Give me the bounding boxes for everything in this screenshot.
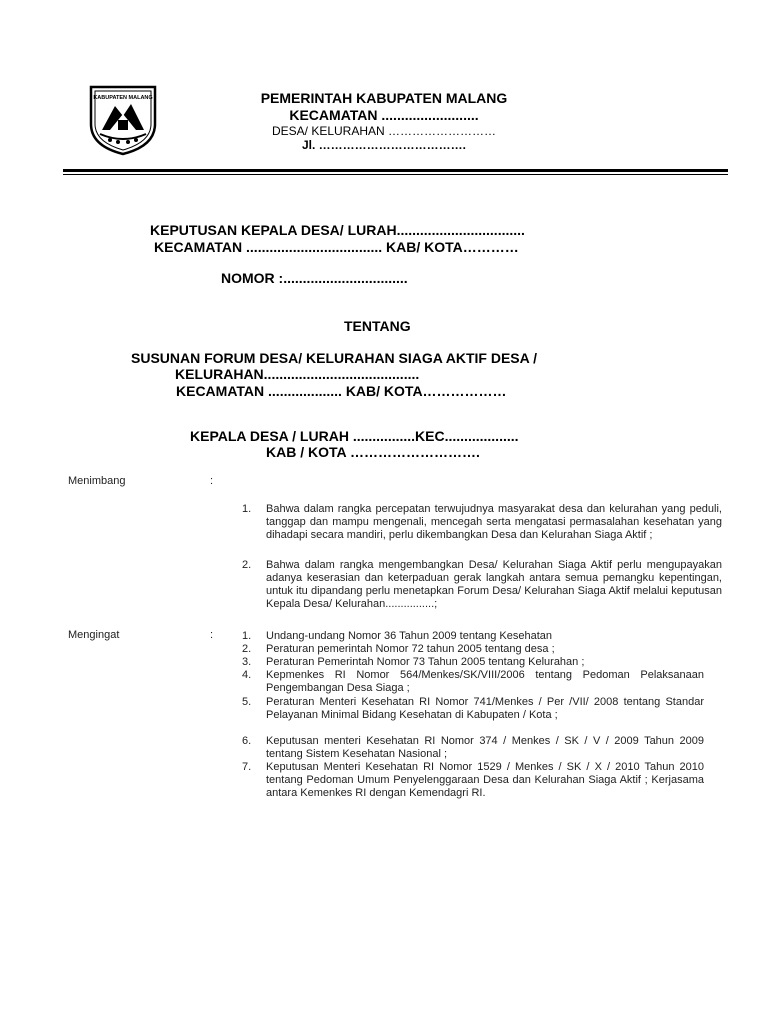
considering-label: Menimbang bbox=[68, 475, 126, 487]
considering-item-number: 2. bbox=[242, 559, 252, 571]
letterhead-village: DESA/ KELURAHAN ……………………… bbox=[271, 124, 497, 138]
recalling-item-text: Peraturan pemerintah Nomor 72 tahun 2005 tentang desa ; bbox=[266, 643, 555, 655]
recalling-item-text: Peraturan Pemerintah Nomor 73 Tahun 2005 tentang Kelurahan ; bbox=[266, 656, 585, 668]
subject-line-1: SUSUNAN FORUM DESA/ KELURAHAN SIAGA AKTIF DESA / bbox=[131, 350, 538, 366]
considering-item-number: 1. bbox=[242, 503, 252, 515]
recalling-item-text: Peraturan Menteri Kesehatan RI Nomor 741/Menkes / Per /VII/ 2008 tentang Standar Pelayanan Minimal Bidang Kesehatan di Kabupaten / Kota ; bbox=[266, 696, 704, 721]
recalling-item-number: 5. bbox=[242, 696, 252, 708]
decree-title: KEPUTUSAN KEPALA DESA/ LURAH................................. bbox=[150, 222, 525, 238]
recalling-item-number: 3. bbox=[242, 656, 252, 668]
letterhead-rule-thin bbox=[63, 174, 728, 175]
recalling-colon: : bbox=[210, 629, 214, 641]
considering-item-text: Bahwa dalam rangka mengembangkan Desa/ Kelurahan Siaga Aktif perlu mengupayakan adanya keserasian dan keterpaduan gerak langkah antara semua pemangku kepentingan, untuk itu dipandang perlu menetapkan Forum Desa/ Kelurahan Siaga Aktif melalui keputusan Kepala Desa/ Kelurahan................; bbox=[266, 559, 722, 610]
letterhead-district: KECAMATAN ......................... bbox=[289, 107, 479, 123]
recalling-item-text: Keputusan Menteri Kesehatan RI Nomor 1529 / Menkes / SK / X / 2010 Tahun 2010 tentang Pedoman Umum Penyelenggaraan Desa dan Kelurahan Siaga Aktif ; Kerjasama antara Kemenkes RI dengan Kemendagri RI. bbox=[266, 761, 704, 799]
recalling-item-number: 7. bbox=[242, 761, 252, 773]
letterhead-address: Jl. ………………………………. bbox=[301, 138, 466, 152]
recalling-item-number: 4. bbox=[242, 669, 252, 681]
svg-text:KABUPATEN MALANG: KABUPATEN MALANG bbox=[93, 95, 153, 101]
about-heading: TENTANG bbox=[344, 318, 411, 334]
decree-number: NOMOR :................................ bbox=[221, 270, 408, 286]
recalling-item-text: Undang-undang Nomor 36 Tahun 2009 tentang Kesehatan bbox=[266, 630, 553, 642]
decree-district: KECAMATAN ................................... KAB/ KOTA………… bbox=[154, 239, 519, 255]
recalling-label: Mengingat bbox=[68, 629, 120, 641]
recalling-item-text: Keputusan menteri Kesehatan RI Nomor 374 / Menkes / SK / V / 2009 Tahun 2009 tentang Sistem Kesehatan Nasional ; bbox=[266, 735, 704, 760]
recalling-item-number: 1. bbox=[242, 630, 252, 642]
recalling-item-number: 6. bbox=[242, 735, 252, 747]
recalling-item-text: Kepmenkes RI Nomor 564/Menkes/SK/VIII/2006 tentang Pedoman Pelaksanaan Pengembangan Desa Siaga ; bbox=[266, 669, 704, 694]
issuer-line-1: KEPALA DESA / LURAH ................KEC................... bbox=[190, 428, 519, 444]
recalling-item-number: 2. bbox=[242, 643, 252, 655]
subject-line-2: KELURAHAN........................................ bbox=[175, 366, 420, 382]
letterhead-government: PEMERINTAH KABUPATEN MALANG bbox=[260, 90, 508, 106]
issuer-line-2: KAB / KOTA ………………………. bbox=[266, 444, 480, 460]
considering-colon: : bbox=[210, 475, 214, 487]
considering-item-text: Bahwa dalam rangka percepatan terwujudnya masyarakat desa dan kelurahan yang peduli, tanggap dan mampu mengenali, mencegah serta mengatasi permasalahan kesehatan yang dihadapi secara mandiri, perlu dikembangkan Desa dan Kelurahan Siaga Aktif ; bbox=[266, 503, 722, 541]
subject-line-3: KECAMATAN ................... KAB/ KOTA……………… bbox=[176, 383, 507, 399]
letterhead-rule-thick bbox=[63, 169, 728, 172]
